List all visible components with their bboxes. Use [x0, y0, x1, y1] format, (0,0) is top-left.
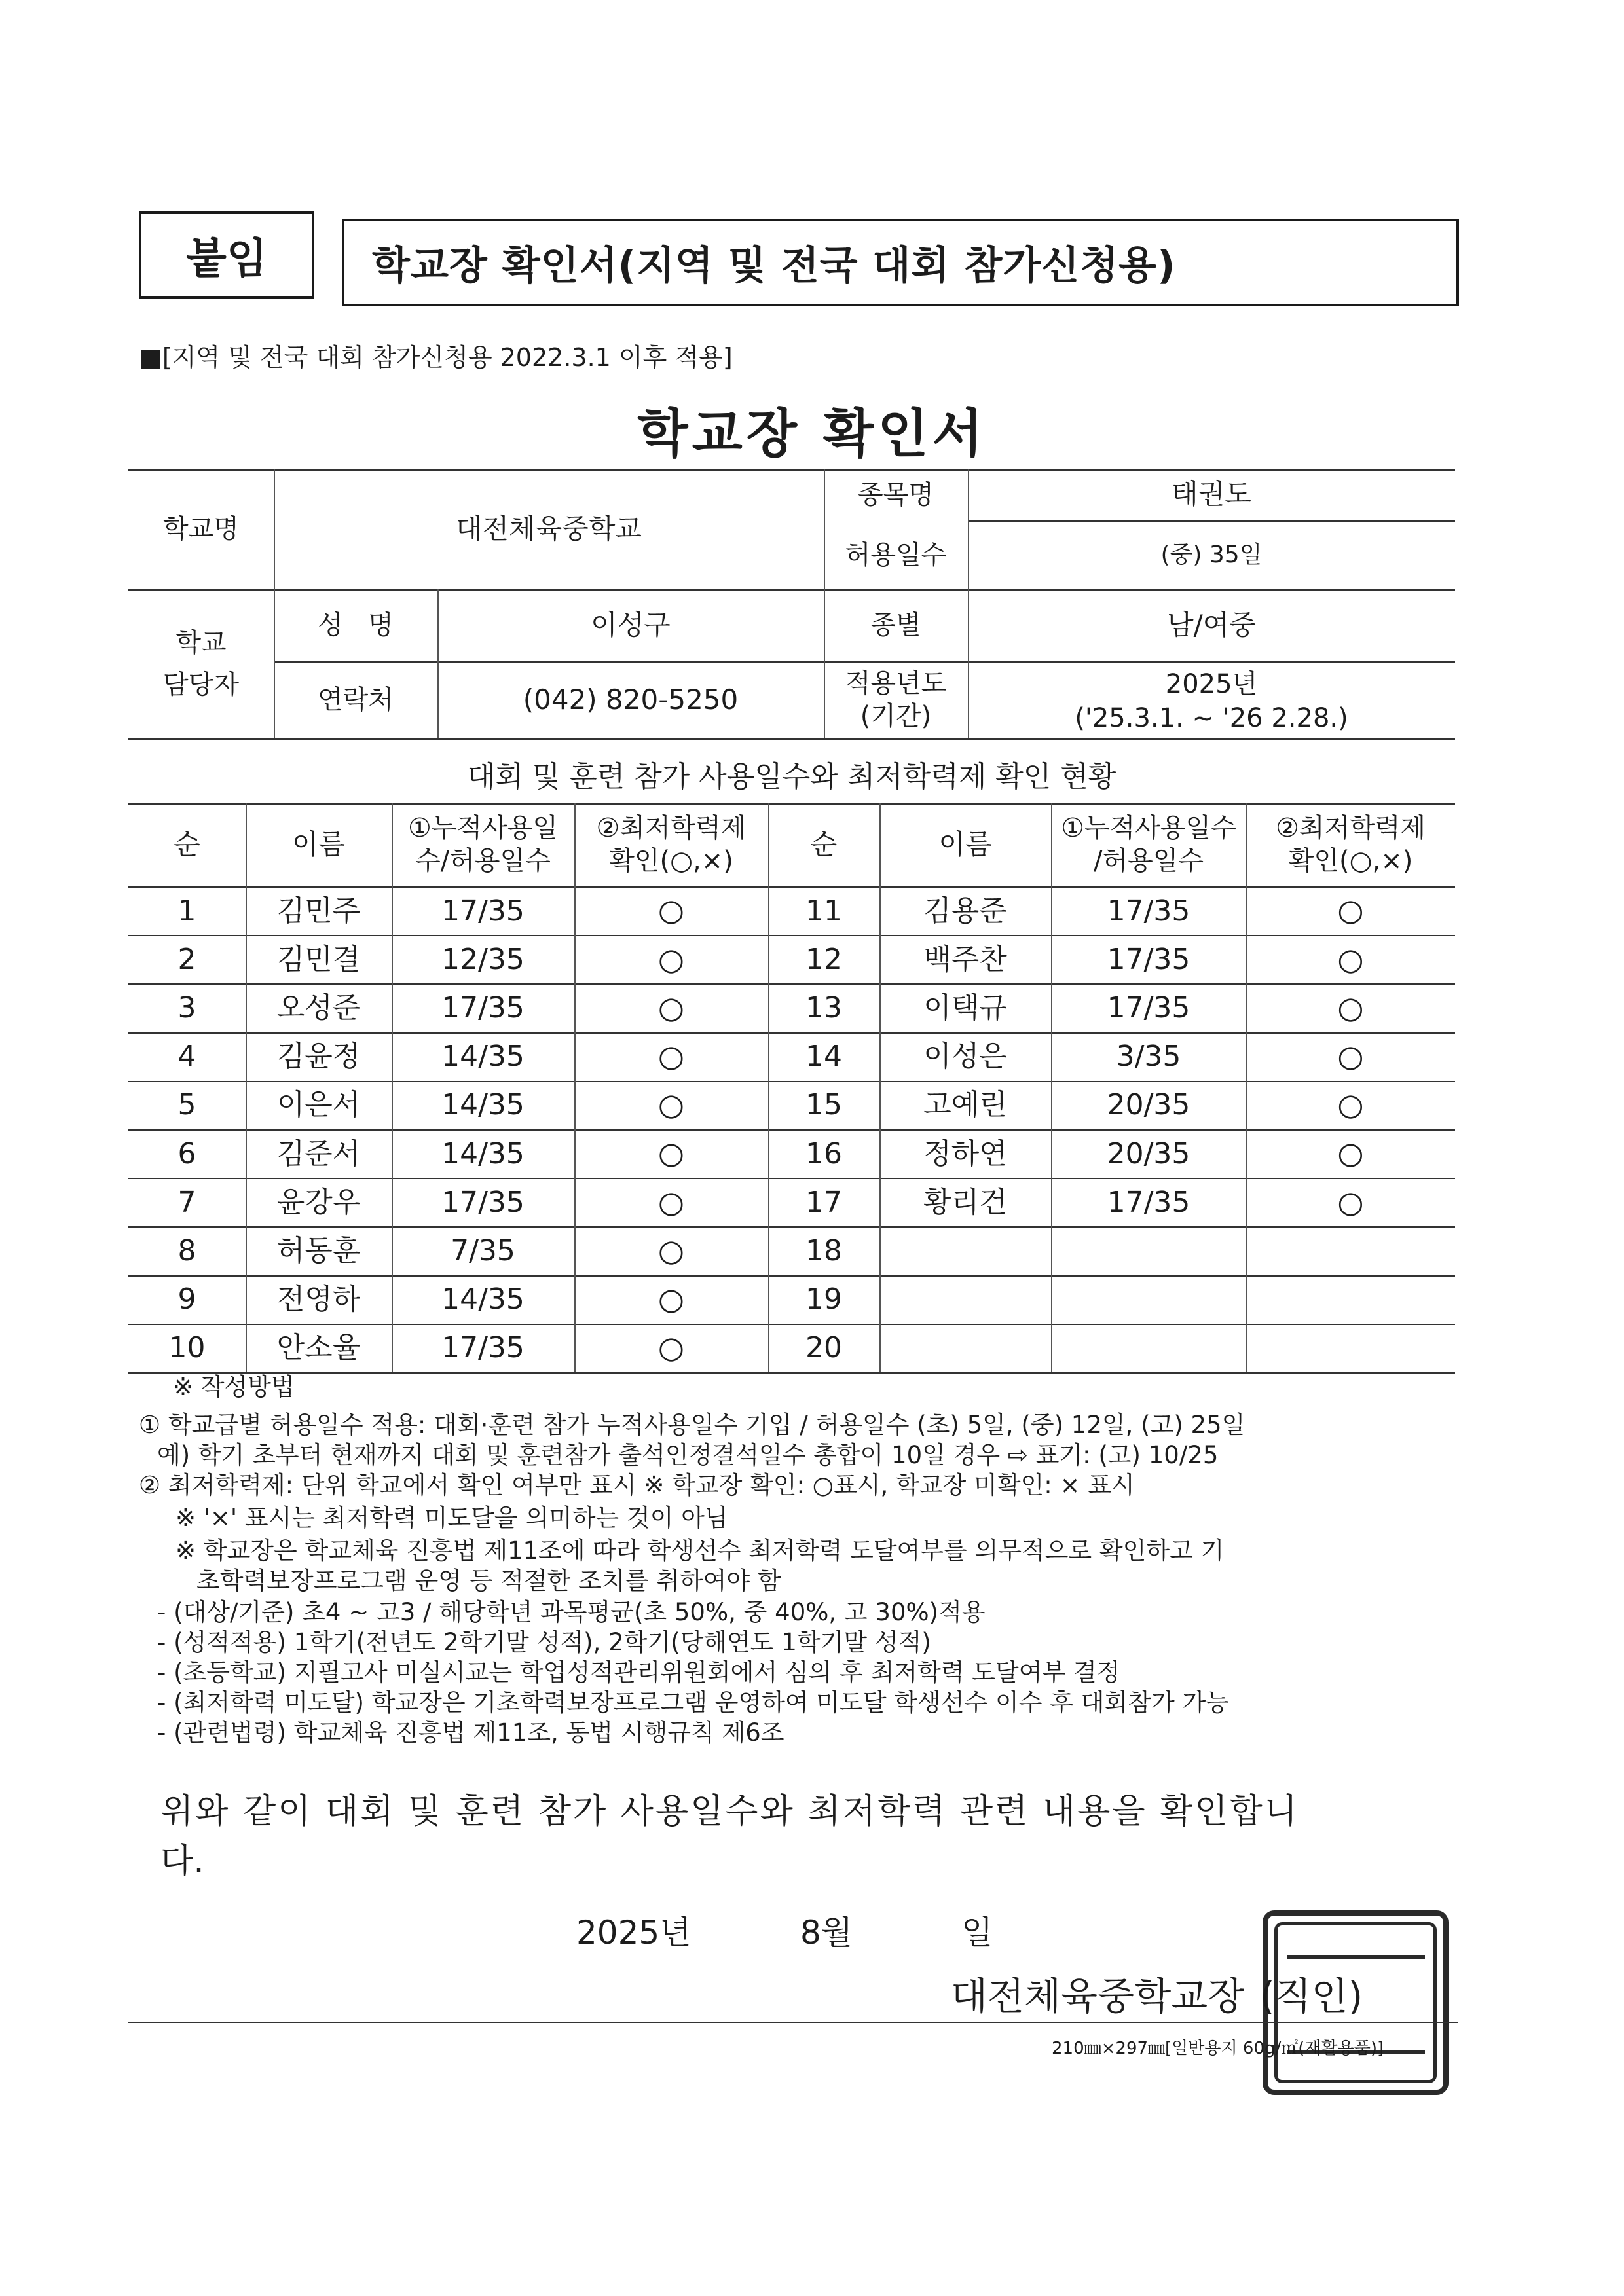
table-cell-no: 7	[177, 1185, 196, 1219]
table-cell-days: 17/35	[441, 991, 525, 1025]
note-line: ※ 학교장은 학교체육 진흥법 제11조에 따라 학생선수 최저학력 도달여부를 의무적으로 확인하고 기	[175, 1537, 1225, 1565]
header-title-box	[342, 219, 1459, 306]
table-cell-name: 정하연	[923, 1137, 1007, 1171]
table-cell-no: 10	[168, 1331, 206, 1365]
table-cell-no: 2	[177, 942, 196, 976]
note-line: - (초등학교) 지필고사 미실시교는 학업성적관리위원회에서 심의 후 최저학력 도달여부 결정	[157, 1658, 1120, 1686]
year-label: 적용년도 (기간)	[845, 668, 947, 731]
gender-value: 남/여중	[1167, 608, 1256, 641]
table-header-cell: 이름	[938, 828, 992, 860]
table-cell-name: 안소율	[276, 1331, 361, 1365]
table-cell-name: 이성은	[923, 1040, 1007, 1074]
table-cell-name: 김용준	[923, 894, 1007, 928]
date-year: 2025년	[576, 1914, 692, 1952]
table-cell-days: 14/35	[441, 1040, 525, 1074]
note-line: - (대상/기준) 초4 ~ 고3 / 해당학년 과목평균(초 50%, 중 40%, 고 30%)적용	[157, 1598, 986, 1626]
table-cell-no: 18	[805, 1233, 842, 1267]
gender-label: 종별	[870, 610, 921, 640]
table-cell-no: 4	[177, 1040, 196, 1074]
note-line: ② 최저학력제: 단위 학교에서 확인 여부만 표시 ※ 학교장 확인: ○표시, 학교장 미확인: × 표시	[139, 1471, 1135, 1499]
table-cell-check: ○	[657, 1087, 685, 1123]
table-header-cell: ①누적사용일 수/허용일수	[407, 813, 559, 876]
table-cell-name: 김민결	[276, 942, 361, 976]
manager-label: 학교 담당자	[163, 628, 239, 700]
table-cell-check: ○	[1337, 1087, 1364, 1123]
table-cell-name: 윤강우	[276, 1185, 361, 1219]
table-cell-no: 3	[177, 991, 196, 1025]
table-cell-check	[1246, 1226, 1455, 1275]
period-value: ('25.3.1. ~ '26 2.28.)	[1075, 703, 1348, 733]
document-title: 학교장 확인서	[637, 403, 987, 464]
table-cell-check: ○	[1337, 941, 1364, 977]
table-cell-no: 13	[805, 991, 842, 1025]
note-line: ※ '×' 표시는 최저학력 미도달을 의미하는 것이 아님	[175, 1504, 728, 1532]
note-line: ※ 작성방법	[173, 1373, 295, 1401]
table-cell-days: 17/35	[1107, 1185, 1190, 1219]
table-cell-check: ○	[657, 1038, 685, 1074]
table-cell-name: 김윤정	[276, 1040, 361, 1074]
table-cell-check: ○	[657, 1232, 685, 1268]
attachment-tag-label: 붙임	[186, 234, 267, 283]
table-cell-no: 9	[177, 1283, 196, 1317]
table-cell-check: ○	[657, 1330, 685, 1366]
table-cell-no: 1	[177, 894, 196, 928]
table-cell-name: 오성준	[276, 991, 361, 1025]
note-line: 초학력보장프로그램 운영 등 적절한 조치를 취하여야 함	[196, 1567, 781, 1595]
subheader: ■[지역 및 전국 대회 참가신청용 2022.3.1 이후 적용]	[139, 343, 733, 372]
table-cell-name: 김준서	[276, 1137, 361, 1171]
table-header-cell: ②최저학력제 확인(○,×)	[596, 813, 747, 876]
table-cell-check	[1246, 1275, 1455, 1324]
info-rule	[128, 738, 1455, 740]
table-cell-check: ○	[1337, 892, 1364, 928]
table-cell-days: 17/35	[441, 894, 525, 928]
confirmation-line-1: 위와 같이 대회 및 훈련 참가 사용일수와 최저학력 관련 내용을 확인합니	[160, 1792, 1300, 1831]
table-cell-name: 이은서	[276, 1088, 361, 1122]
table-cell-check: ○	[657, 892, 685, 928]
table-cell-name: 김민주	[276, 894, 361, 928]
table-cell-name: 전영하	[276, 1283, 361, 1317]
table-cell-days: 14/35	[441, 1088, 525, 1122]
table-cell-no: 20	[805, 1331, 842, 1365]
table-cell-days: 14/35	[441, 1137, 525, 1171]
note-line: ① 학교급별 허용일수 적용: 대회·훈련 참가 누적사용일수 기입 / 허용일수 (초) 5일, (중) 12일, (고) 25일	[139, 1411, 1246, 1439]
table-header-cell: 이름	[291, 828, 346, 860]
date-month: 8월	[800, 1914, 853, 1952]
year-value: 2025년	[1165, 669, 1258, 699]
table-header-cell: ②최저학력제 확인(○,×)	[1275, 813, 1426, 876]
table-cell-check: ○	[657, 989, 685, 1025]
table-cell-check: ○	[1337, 1135, 1364, 1171]
header-title: 학교장 확인서(지역 및 전국 대회 참가신청용)	[372, 243, 1176, 289]
signer-name: 대전체육중학교장	[951, 1974, 1245, 2018]
note-line: - (최저학력 미도달) 학교장은 기초학력보장프로그램 운영하여 미도달 학생선수 이수 후 대회참가 가능	[157, 1688, 1230, 1717]
table-header-cell: 순	[810, 828, 838, 860]
table-cell-days: 17/35	[441, 1185, 525, 1219]
table-cell-no: 11	[805, 894, 842, 928]
table-cell-name	[879, 1324, 1051, 1372]
table-cell-no: 6	[177, 1137, 196, 1171]
school-label: 학교명	[163, 514, 239, 544]
section-title: 대회 및 훈련 참가 사용일수와 최저학력제 확인 현황	[467, 760, 1116, 793]
table-cell-name: 황리건	[923, 1185, 1007, 1219]
table-cell-days	[1051, 1324, 1246, 1372]
paper-size-note: 210㎜×297㎜[일반용지 60g/㎡(재활용품)]	[1052, 2039, 1384, 2058]
table-cell-days: 20/35	[1107, 1088, 1190, 1122]
table-cell-check: ○	[657, 1281, 685, 1317]
table-cell-name: 허동훈	[276, 1233, 361, 1267]
table-cell-check: ○	[1337, 1038, 1364, 1074]
note-line: - (성적적용) 1학기(전년도 2학기말 성적), 2학기(당해연도 1학기말 성적)	[157, 1628, 931, 1656]
table-cell-days	[1051, 1275, 1246, 1324]
confirmation-line-2: 다.	[160, 1842, 204, 1881]
table-cell-days: 3/35	[1116, 1040, 1181, 1074]
allowed-days-label: 허용일수	[845, 539, 947, 570]
allowed-days-value: (중) 35일	[1160, 541, 1263, 568]
note-line: - (관련법령) 학교체육 진흥법 제11조, 동법 시행규칙 제6조	[157, 1719, 784, 1747]
name-value: 이성구	[591, 608, 671, 641]
table-cell-no: 8	[177, 1233, 196, 1267]
contact-label: 연락처	[318, 685, 394, 715]
table-cell-days: 12/35	[441, 942, 525, 976]
table-header-cell: ①누적사용일수 /허용일수	[1061, 813, 1236, 876]
table-cell-days	[1051, 1226, 1246, 1275]
name-label: 성 명	[318, 610, 394, 640]
table-cell-name: 백주찬	[923, 942, 1007, 976]
seal-label: (직인)	[1260, 1974, 1363, 2018]
table-cell-days: 20/35	[1107, 1137, 1190, 1171]
event-label: 종목명	[858, 479, 934, 510]
table-cell-no: 12	[805, 942, 842, 976]
table-cell-name: 고예린	[923, 1088, 1007, 1122]
table-cell-no: 5	[177, 1088, 196, 1122]
table-cell-no: 19	[805, 1283, 842, 1317]
table-cell-no: 14	[805, 1040, 842, 1074]
school-name: 대전체육중학교	[455, 512, 642, 545]
table-cell-no: 16	[805, 1137, 842, 1171]
table-cell-check: ○	[1337, 989, 1364, 1025]
table-cell-check	[1246, 1324, 1455, 1372]
table-cell-days: 17/35	[441, 1331, 525, 1365]
table-cell-check: ○	[1337, 1184, 1364, 1220]
table-cell-days: 7/35	[451, 1233, 515, 1267]
table-cell-days: 17/35	[1107, 991, 1190, 1025]
table-cell-no: 15	[805, 1088, 842, 1122]
table-cell-name	[879, 1275, 1051, 1324]
table-cell-name: 이택규	[923, 991, 1007, 1025]
table-cell-days: 17/35	[1107, 942, 1190, 976]
table-header-cell: 순	[174, 828, 200, 860]
table-cell-check: ○	[657, 1184, 685, 1220]
table-cell-days: 14/35	[441, 1283, 525, 1317]
attachment-tag	[139, 211, 314, 299]
table-cell-check: ○	[657, 1135, 685, 1171]
table-cell-check: ○	[657, 941, 685, 977]
contact-value: (042) 820-5250	[523, 683, 739, 716]
table-cell-no: 17	[805, 1185, 842, 1219]
bottom-rule	[128, 2022, 1458, 2023]
date-day: 일	[961, 1914, 993, 1952]
table-cell-days: 17/35	[1107, 894, 1190, 928]
table-cell-name	[879, 1226, 1051, 1275]
table-row-rule	[128, 1372, 1455, 1374]
event-value: 태권도	[1172, 478, 1251, 511]
note-line: 예) 학기 초부터 현재까지 대회 및 훈련참가 출석인정결석일수 총합이 10일 경우 ⇨ 표기: (고) 10/25	[157, 1441, 1219, 1469]
